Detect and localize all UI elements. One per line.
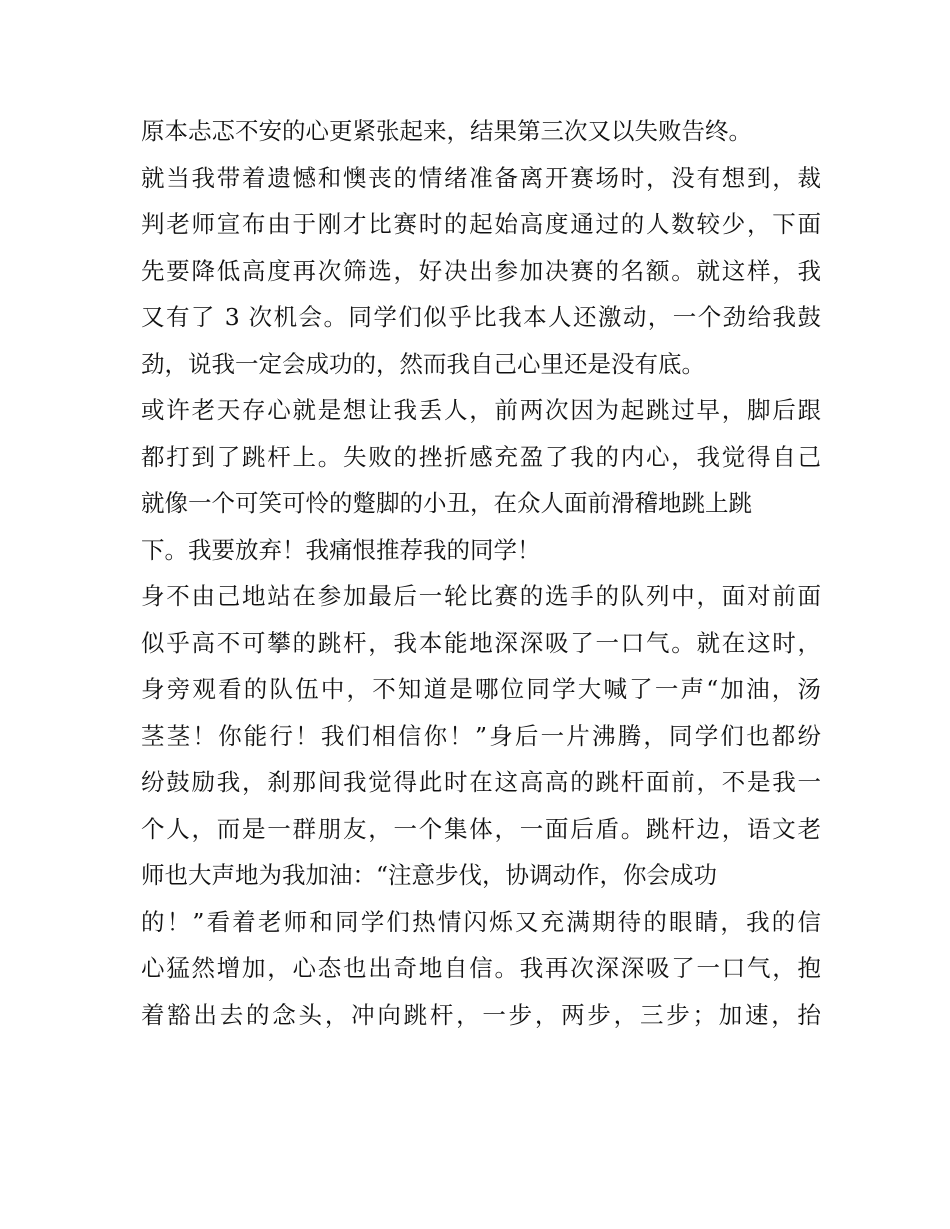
text-line: 似乎高不可攀的跳杆，我本能地深深吸了一口气。就在这时， [141, 628, 821, 657]
text-line: 身不由己地站在参加最后一轮比赛的选手的队列中，面对前面 [141, 582, 821, 610]
body-text [141, 108, 821, 1038]
text-line: 着豁出去的念头，冲向跳杆，一步，两步，三步；加速，抬 [141, 1000, 821, 1029]
text-line: 纷鼓励我，刹那间我觉得此时在这高高的跳杆面前，不是我一 [141, 768, 821, 796]
text-line: 劲，说我一定会成功的，然而我自己心里还是没有底。 [141, 349, 705, 378]
text-line: 原本忐忑不安的心更紧张起来，结果第三次又以失败告终。 [141, 117, 752, 145]
text-line: 的！”看着老师和同学们热情闪烁又充满期待的眼睛，我的信 [141, 907, 821, 936]
text-line: 就当我带着遗憾和懊丧的情绪准备离开赛场时，没有想到，裁 [141, 163, 821, 192]
text-line: 又有了 3 次机会。同学们似乎比我本人还激动，一个劲给我鼓 [141, 303, 821, 331]
text-line: 判老师宣布由于刚才比赛时的起始高度通过的人数较少，下面 [141, 210, 821, 238]
text-line: 个人，而是一群朋友，一个集体，一面后盾。跳杆边，语文老 [141, 814, 821, 843]
text-line: 或许老天存心就是想让我丢人，前两次因为起跳过早，脚后跟 [141, 396, 821, 424]
text-line: 就像一个可笑可怜的蹩脚的小丑，在众人面前滑稽地跳上跳 [141, 489, 752, 517]
text-line: 身旁观看的队伍中，不知道是哪位同学大喊了一声“加油，汤 [141, 675, 821, 703]
text-line: 师也大声地为我加油：“注意步伐，协调动作，你会成功 [141, 861, 718, 889]
text-line: 下。我要放弃！我痛恨推荐我的同学！ [141, 535, 541, 564]
text-line: 心猛然增加，心态也出奇地自信。我再次深深吸了一口气，抱 [141, 954, 821, 982]
text-line: 茎茎！你能行！我们相信你！”身后一片沸腾，同学们也都纷 [141, 721, 821, 750]
text-line: 先要降低高度再次筛选，好决出参加决赛的名额。就这样，我 [141, 256, 821, 285]
text-line: 都打到了跳杆上。失败的挫折感充盈了我的内心，我觉得自己 [141, 442, 821, 471]
